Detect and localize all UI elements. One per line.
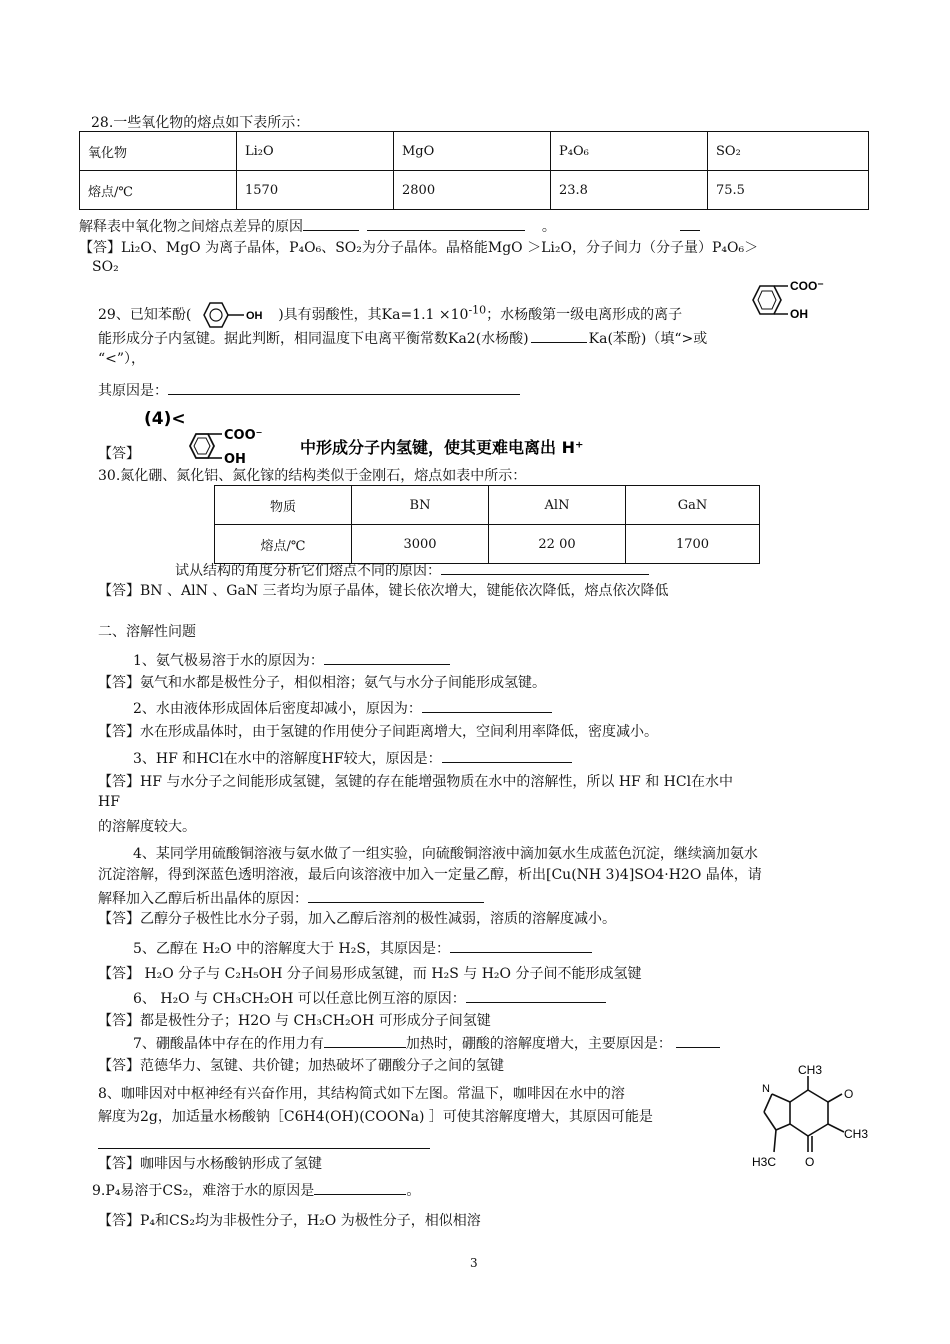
table-cell: 熔点/℃ [80,171,237,210]
table-row [215,486,760,525]
caffeine-o-bottom: O [805,1155,815,1169]
s2-a6: 【答】都是极性分子；H2O 与 CH₃CH₂OH 可形成分子间氢键 [98,1013,491,1029]
caffeine-icon [744,1062,884,1180]
salicylate-icon [748,278,838,324]
question-text-mid: 加热时，硼酸的溶解度增大，主要原因是： [405,1036,672,1052]
s2-q1 [133,650,450,670]
caffeine-ch3-right: CH3 [844,1127,869,1141]
phenol-oh-label: OH [245,310,263,322]
q29-line2-text: 能形成分子内氢键。据此判断，相同温度下电离平衡常数Ka2(水杨酸) [98,331,529,347]
table-cell: 75.5 [708,171,869,210]
phenol-icon [196,300,274,330]
question-text: 9.P₄易溶于CS₂，难溶于水的原因是 [92,1183,315,1199]
answer-blank[interactable] [531,328,587,343]
answer-blank[interactable] [98,1134,430,1149]
answer-blank[interactable] [676,1033,720,1048]
s2-a4: 【答】乙醇分子极性比水分子弱，加入乙醇后溶剂的极性减弱，溶质的溶解度减小。 [98,911,616,927]
q29-text-c: ；水杨酸第一级电离形成的离子 [486,307,683,323]
s2-q8: 8、咖啡因对中枢神经有兴奋作用，其结构简式如下左图。常温下，咖啡因在水中的溶 [98,1086,625,1102]
answer-blank[interactable] [308,888,484,903]
table-cell: 2800 [394,171,551,210]
caffeine-n: N [762,1083,770,1095]
page-number: 3 [470,1256,478,1270]
table-cell: P₄O₆ [551,132,708,171]
answer-text: 中形成分子内氢键，使其更难电离出 H⁺ [300,438,584,457]
question-text: 7、硼酸晶体中存在的作用力有 [133,1036,324,1052]
s2-q4: 4、某同学用硫酸铜溶液与氨水做了一组实验，向硫酸铜溶液中滴加氨水生成蓝色沉淀，继续滴加氨水 [133,846,758,862]
caffeine-ch3-top: CH3 [798,1063,823,1077]
s2-q4-line2: 沉淀溶解，得到深蓝色透明溶液，最后向该溶液中加入一定量乙醇，析出[Cu(NH 3)4]SO4·H2O 晶体，请 [98,867,762,883]
table-row [80,132,869,171]
s2-a7: 【答】范德华力、氢键、共价键；加热破坏了硼酸分子之间的氢键 [98,1058,504,1074]
q29-line4 [98,380,520,400]
caffeine-h3c: H3C [752,1155,777,1169]
question-text: 6、 H₂O 与 CH₃CH₂OH 可以任意比例互溶的原因： [133,991,466,1007]
question-text: 3、HF 和HCl在水中的溶解度HF较大，原因是： [133,751,442,767]
question-text: 2、水由液体形成固体后密度却减小，原因为： [133,701,422,717]
s2-q3 [133,748,572,768]
table-row [80,171,869,210]
answer-blank[interactable] [324,650,450,665]
table-cell: 氧化物 [80,132,237,171]
caffeine-structure [744,1062,884,1180]
q29-answer-image [140,404,640,466]
table-cell: Li₂O [237,132,394,171]
salicylate-coo-label: COO⁻ [790,279,824,293]
table-cell: AlN [489,486,626,525]
q29-line3: “<”）， [98,351,146,367]
answer-blank[interactable] [450,938,592,953]
q30-answer: 【答】BN 、AlN 、GaN 三者均为原子晶体，键长依次增大，键能依次降低，熔点依次降低 [98,583,669,599]
s2-q8-blank [98,1134,430,1154]
table-cell: MgO [394,132,551,171]
table-cell: 熔点/℃ [215,525,352,564]
s2-a8: 【答】咖啡因与水杨酸钠形成了氢键 [98,1156,322,1172]
q29-reason-label: 其原因是： [98,383,168,399]
nitride-table [214,485,760,564]
s2-q2 [133,698,552,718]
q28-title: 28.一些氧化物的熔点如下表所示： [91,115,310,131]
s2-q9 [92,1180,420,1200]
q30-title: 30.氮化硼、氮化铝、氮化镓的结构类似于金刚石，熔点如表中所示： [98,468,527,484]
table-cell: 3000 [352,525,489,564]
q29-line1 [98,300,682,330]
caffeine-o-top: O [844,1087,854,1101]
q28-answer-line2: SO₂ [92,259,119,275]
table-cell: BN [352,486,489,525]
table-cell: 1570 [237,171,394,210]
question-text: 5、乙醇在 H₂O 中的溶解度大于 H₂S，其原因是： [133,941,450,957]
s2-a5: 【答】 H₂O 分子与 C₂H₅OH 分子间易形成氢键，而 H₂S 与 H₂O 分子间不能形成氢键 [98,966,642,982]
table-cell: 23.8 [551,171,708,210]
s2-a2: 【答】水在形成晶体时，由于氢键的作用使分子间距离增大，空间利用率降低，密度减小。 [98,724,658,740]
q28-question [79,216,700,236]
q30-question [175,560,649,580]
phenol-structure [196,300,274,330]
section2-title: 二、溶解性问题 [98,624,196,640]
table-cell: 1700 [626,525,760,564]
q28-question-end: 。 [541,219,556,235]
salicylate-structure [748,278,838,324]
answer-oh-label: OH [224,452,246,466]
question-end: 。 [406,1183,421,1199]
q29-line2-end: Ka(苯酚)（填“>或 [588,331,708,347]
q29-text-b: )具有弱酸性，其Ka=1.1 ×10 [278,307,469,323]
s2-a3: 【答】HF 与水分子之间能形成氢键，氢键的存在能增强物质在水中的溶解性，所以 HF 和 HCl在水中 [98,774,734,790]
s2-q6 [133,988,606,1008]
q29-line2 [98,328,707,348]
s2-a1: 【答】氨气和水都是极性分子，相似相溶；氨气与水分子间能形成氢键。 [98,675,546,691]
question-text: 1、氨气极易溶于水的原因为： [133,653,324,669]
table-cell: SO₂ [708,132,869,171]
q29-text-a: 29、已知苯酚( [98,307,192,323]
s2-q4-line3 [98,888,484,908]
s2-a9: 【答】P₄和CS₂均为非极性分子，H₂O 为极性分子，相似相溶 [98,1213,481,1229]
answer-blank[interactable] [422,698,552,713]
s2-q8-line2: 解度为2g，加适量水杨酸钠［C6H4(OH)(COONa) ］可使其溶解度增大，其原因可能是 [98,1109,653,1125]
s2-a3-line3: 的溶解度较大。 [98,819,196,835]
s2-a3-line2: HF [98,794,120,810]
answer-blank[interactable] [367,216,525,231]
table-cell: 物质 [215,486,352,525]
answer-blank[interactable] [466,988,606,1003]
s2-q5 [133,938,592,958]
answer-blank[interactable] [442,748,572,763]
answer-blank[interactable] [324,1033,406,1048]
answer-blank[interactable] [168,380,520,395]
q28-question-text: 解释表中氧化物之间熔点差异的原因 [79,219,303,235]
q29-answer-label: 【答】 [98,446,140,462]
salicylate-oh-label: OH [790,307,808,321]
answer-blank[interactable] [441,560,649,575]
s2-q7 [133,1033,720,1053]
table-cell: GaN [626,486,760,525]
question-text: 解释加入乙醇后析出晶体的原因： [98,891,308,907]
answer-blank[interactable] [314,1180,406,1195]
table-cell: 22 00 [489,525,626,564]
answer-coo-label: COO⁻ [224,428,263,443]
table-row [215,525,760,564]
q29-exponent: -10 [468,303,487,317]
q28-answer-line1: 【答】Li₂O、MgO 为离子晶体，P₄O₆、SO₂为分子晶体。晶格能MgO ＞Li₂O，分子间力（分子量）P₄O₆＞ [79,240,759,256]
q30-question-text: 试从结构的角度分析它们熔点不同的原因： [175,563,441,579]
answer-number: (4)< [144,409,186,429]
oxide-table [79,131,869,210]
